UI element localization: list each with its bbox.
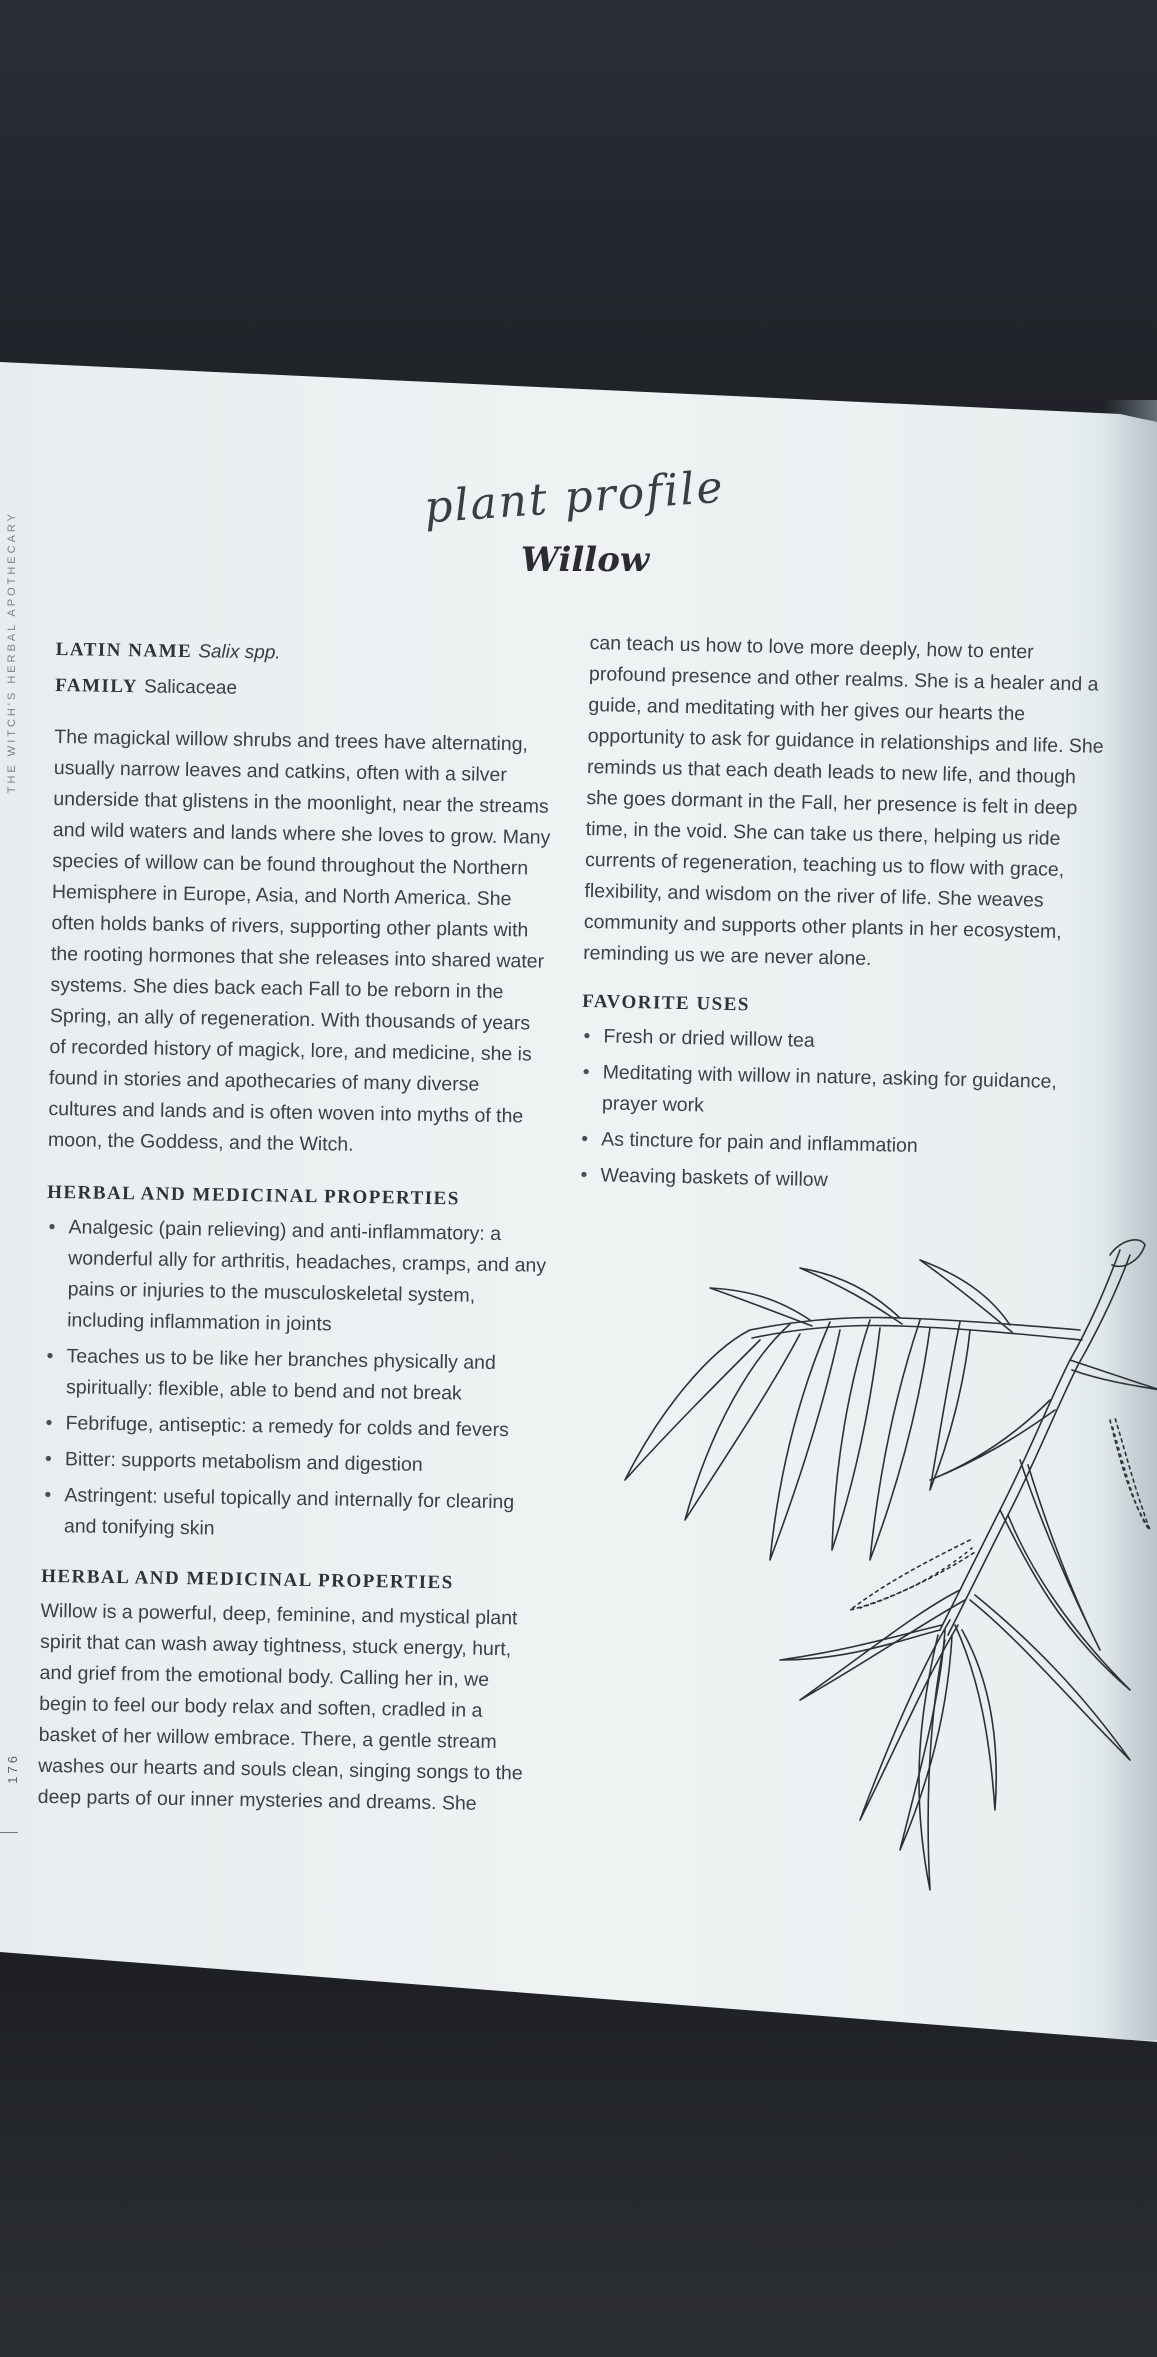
catkin: [1110, 1418, 1150, 1530]
favorite-uses-list: [578, 1021, 1101, 1202]
list-item: • As tincture for pain and inflammation: [579, 1124, 1100, 1166]
leaf: [685, 1324, 800, 1520]
family-value: Salicaceae: [143, 676, 238, 699]
leaf: [770, 1322, 840, 1560]
page-title: Willow: [520, 540, 650, 580]
list-item: • Analgesic (pain relieving) and anti-inflammatory: a wonderful ally for arthritis, headaches, cramps, and any pains or injuries to the musculoskeletal system, including inflammation in joints: [45, 1212, 547, 1344]
running-head: [2, 472, 22, 832]
family-label: FAMILY: [54, 674, 139, 698]
catkin: [1112, 1425, 1148, 1528]
catkin: [850, 1540, 975, 1610]
right-column: [578, 628, 1110, 1207]
leaf: [1070, 1360, 1157, 1390]
willow-branch-illustration: [600, 1230, 1157, 1990]
favorite-uses-heading: FAVORITE USES: [581, 990, 751, 1016]
running-head-text: THE WITCH'S HERBAL APOTHECARY: [6, 510, 18, 794]
page-number-rule: [0, 1832, 18, 1833]
page-number: [2, 1748, 22, 1788]
leaf: [625, 1330, 760, 1480]
leaf: [832, 1320, 880, 1550]
list-item: • Febrifuge, antiseptic: a remedy for colds and fevers: [43, 1408, 543, 1447]
leaf: [870, 1320, 930, 1560]
herbal-properties-heading: HERBAL AND MEDICINAL PROPERTIES: [47, 1181, 461, 1210]
list-item: • Teaches us to be like her branches physically and spiritually: flexible, able to bend and not break: [44, 1341, 545, 1411]
list-item: • Meditating with willow in nature, asking for guidance, prayer work: [580, 1057, 1101, 1130]
family-row: [55, 668, 556, 712]
spirit-section-heading: HERBAL AND MEDICINAL PROPERTIES: [40, 1565, 454, 1594]
side-branch: [750, 1318, 1080, 1331]
list-item: • Astringent: useful topically and internally for clearing and tonifying skin: [42, 1480, 543, 1550]
intro-paragraph: The magickal willow shrubs and trees have alternating, usually narrow leaves and catkins, often with a silver underside that glistens in the moonlight, near the streams and wild waters and lands where she loves to grow. Many species of willow can be found throughout the Northern Hemisphere in Europe, Asia, and North America. She often holds banks of rivers, supporting other plants with the rooting hormones that she releases into shared water systems. She dies back each Fall to be reborn in the Spring, an ally of regeneration. With thousands of years of recorded history of magick, lore, and medicine, she is found in stories and apothecaries of many diverse cultures and lands and is often woven into myths of the moon, the Goddess, and the Witch.: [47, 725, 551, 1156]
script-heading: plant profile: [422, 461, 727, 534]
latin-name-value: Salix spp.: [198, 641, 281, 664]
leaf: [800, 1590, 965, 1700]
leaf: [955, 1625, 996, 1810]
background-top: [0, 0, 1157, 420]
list-item: • Bitter: supports metabolism and digestion: [43, 1444, 543, 1483]
leaf: [710, 1288, 812, 1326]
leaf: [1020, 1460, 1100, 1650]
left-column: [37, 632, 555, 1821]
leaf: [800, 1268, 902, 1324]
spirit-paragraph: Willow is a powerful, deep, feminine, and mystical plant spirit that can wash away tightness, stuck energy, hurt, and grief from the emotional body. Calling her in, we begin to feel our body relax and soften, cradled in a basket of her willow embrace. There, a gentle stream washes our hearts and souls clean, singing songs to the deep parts of our inner mysteries and dreams. She: [37, 1599, 523, 1815]
leaf: [1000, 1510, 1130, 1690]
latin-name-label: LATIN NAME: [55, 638, 193, 663]
list-item: • Fresh or dried willow tea: [581, 1021, 1102, 1063]
page-number-text: 176: [4, 1752, 20, 1784]
list-item: • Weaving baskets of willow: [578, 1160, 1099, 1202]
herbal-properties-list: [42, 1212, 547, 1550]
leaf: [930, 1400, 1055, 1480]
continued-paragraph: can teach us how to love more deeply, how to enter profound presence and other realms. She is a healer and a guide, and meditating with her gives our hearts the opportunity to ask for guidance in relationships and life. She reminds us that each death leads to new life, and though she goes dormant in the Fall, her presence is felt in deep time, in the void. She can take us there, helping us ride currents of regeneration, teaching us to flow with grace, flexibility, and wisdom on the river of life. She weaves community and supports other plants in her ecosystem, reminding us we are never alone.: [582, 631, 1104, 970]
branch-stem: [940, 1250, 1120, 1630]
